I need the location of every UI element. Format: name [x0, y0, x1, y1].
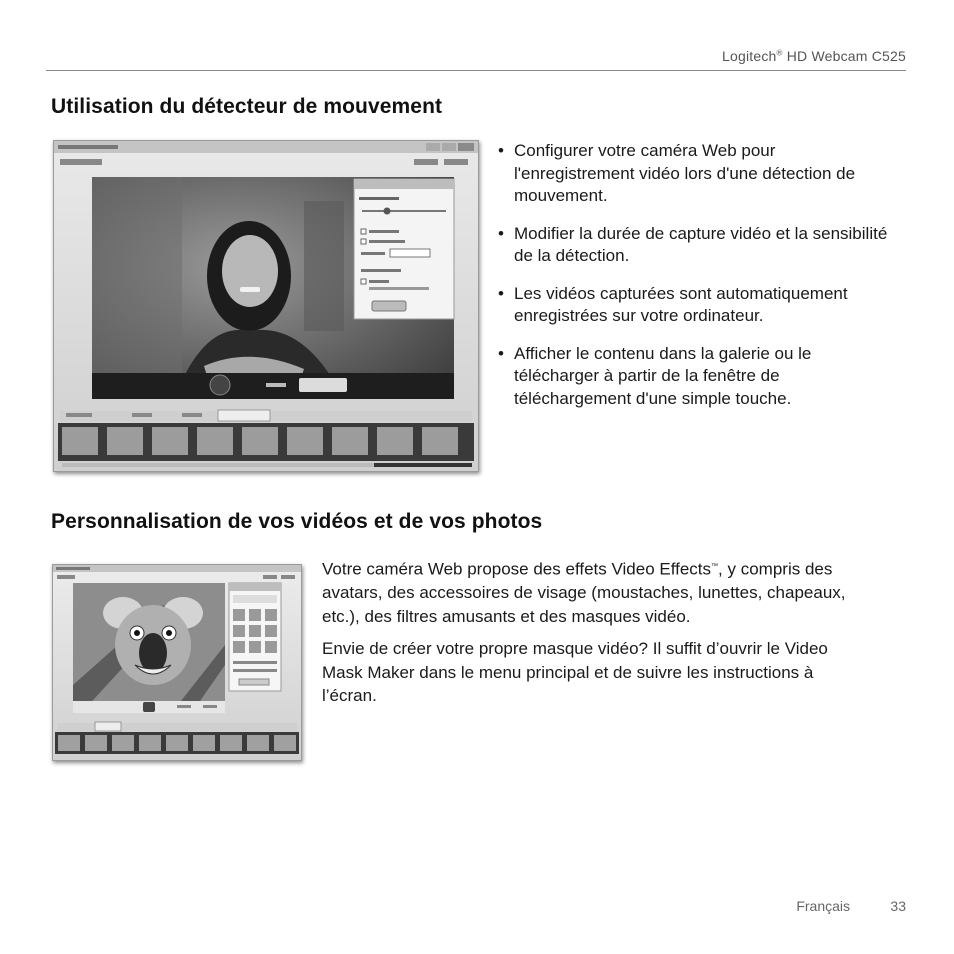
bullet-item: • Configurer votre caméra Web pour l'enregistrement vidéo lors d'une détection de mouvement.	[496, 140, 896, 208]
video-effects-screenshot-image	[53, 565, 301, 760]
video-effects-paragraph	[322, 555, 867, 628]
bullet-item: • Les vidéos capturées sont automatiquement enregistrées sur votre ordinateur.	[496, 283, 896, 328]
section-title-video-effects: Personnalisation de vos vidéos et de vos photos	[51, 510, 543, 533]
video-effects-text-b: , y compris des avatars, des accessoires de visage (moustaches, lunettes, chapeaux, etc.), des filtres amusants et des masques vidéo.	[322, 559, 846, 626]
motion-detection-screenshot-image	[54, 141, 478, 471]
bullet-item: • Modifier la durée de capture vidéo et la sensibilité de la détection.	[496, 223, 896, 268]
registered-mark: ®	[776, 48, 783, 58]
footer-language: Français	[796, 898, 850, 914]
video-effects-text-a: Votre caméra Web propose des effets Video Effects	[322, 559, 712, 579]
footer-page-number: 33	[890, 898, 906, 914]
video-effects-screenshot	[52, 564, 302, 761]
header-divider	[46, 70, 906, 71]
section-title-motion-detection: Utilisation du détecteur de mouvement	[51, 95, 443, 118]
product-name: HD Webcam C525	[782, 48, 906, 64]
bullet-item: • Afficher le contenu dans la galerie ou le télécharger à partir de la fenêtre de téléchargement d'une simple touche.	[496, 343, 896, 411]
motion-detection-screenshot	[53, 140, 479, 472]
motion-detection-bullets	[496, 140, 896, 425]
trademark-mark: ™	[711, 563, 719, 570]
header-brand	[722, 48, 906, 64]
video-mask-maker-paragraph: Envie de créer votre propre masque vidéo? Il suffit d’ouvrir le Video Mask Maker dans le menu principal et de suivre les instructions à l’écran.	[322, 639, 828, 705]
brand-name: Logitech	[722, 48, 777, 64]
